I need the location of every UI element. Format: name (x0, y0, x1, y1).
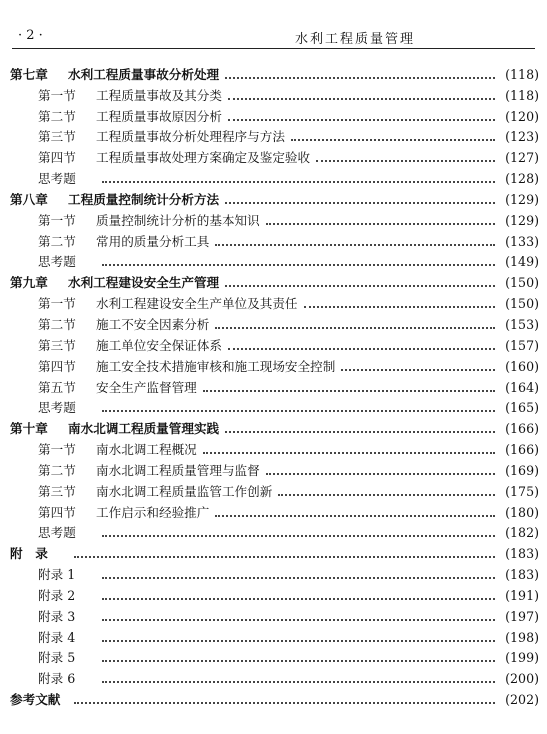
dot-leader (102, 263, 495, 266)
toc-page-number: (200) (505, 671, 539, 687)
toc-entry-row (10, 584, 539, 605)
toc-page-number: (175) (505, 483, 539, 499)
table-of-contents (10, 63, 539, 709)
toc-entry-number: 第三节 (38, 129, 76, 145)
dot-leader (228, 347, 495, 350)
toc-entry-title: 南水北调工程质量监管工作创新 (96, 483, 273, 499)
toc-page-number: (166) (505, 442, 539, 458)
toc-entry-row (10, 667, 539, 688)
toc-entry-row (10, 167, 539, 188)
dot-leader (304, 305, 496, 308)
toc-page-number: (165) (505, 400, 539, 416)
dot-leader (215, 243, 495, 246)
toc-entry-row (10, 313, 539, 334)
dot-leader (228, 118, 495, 121)
toc-page-number: (150) (505, 275, 539, 291)
dot-leader (266, 222, 495, 225)
toc-entry-number: 第一节 (38, 212, 76, 228)
toc-entry-title: 施工单位安全保证体系 (96, 337, 222, 353)
toc-page-number: (183) (505, 567, 539, 583)
toc-entry-title: 工作启示和经验推广 (96, 504, 210, 520)
dot-leader (316, 159, 495, 162)
toc-page-number: (128) (505, 171, 539, 187)
dot-leader (225, 430, 495, 433)
toc-page-number: (160) (505, 358, 539, 374)
toc-page-number: (118) (505, 87, 539, 103)
toc-entry-row (10, 605, 539, 626)
header-rule (12, 48, 535, 49)
dot-leader (102, 618, 495, 621)
toc-entry-number: 第一节 (38, 442, 76, 458)
toc-entry-number: 第二节 (38, 233, 76, 249)
toc-entry-row (10, 480, 539, 501)
toc-entry-title: 水利工程建设安全生产管理 (68, 275, 220, 291)
toc-chapter-row (10, 188, 539, 209)
toc-entry-number: 附录 6 (38, 671, 76, 687)
toc-entry-row (10, 376, 539, 397)
toc-entry-title: 水利工程质量事故分析处理 (68, 66, 220, 82)
dot-leader (291, 138, 495, 141)
toc-entry-title: 南水北调工程质量管理实践 (68, 421, 220, 437)
dot-leader (278, 493, 495, 496)
toc-entry-row (10, 105, 539, 126)
toc-page-number: (133) (505, 233, 539, 249)
toc-page-number: (153) (505, 316, 539, 332)
toc-chapter-row (10, 271, 539, 292)
toc-entry-row (10, 647, 539, 668)
toc-page-number: (164) (505, 379, 539, 395)
dot-leader (341, 368, 495, 371)
toc-entry-title: 工程质量事故处理方案确定及鉴定验收 (96, 150, 311, 166)
toc-entry-number: 思考题 (38, 254, 76, 270)
dot-leader (74, 555, 495, 558)
dot-leader (102, 180, 495, 183)
toc-entry-number: 第三节 (38, 337, 76, 353)
dot-leader (225, 76, 495, 79)
toc-chapter-row (10, 542, 539, 563)
toc-entry-row (10, 355, 539, 376)
toc-entry-row (10, 397, 539, 418)
dot-leader (74, 701, 495, 704)
toc-entry-number: 第九章 (10, 275, 48, 291)
toc-entry-row (10, 292, 539, 313)
dot-leader (203, 451, 495, 454)
toc-entry-number: 第二节 (38, 108, 76, 124)
dot-leader (225, 201, 495, 204)
dot-leader (102, 576, 495, 579)
toc-page-number: (150) (505, 296, 539, 312)
toc-entry-number: 第八章 (10, 191, 48, 207)
dot-leader (203, 389, 495, 392)
toc-entry-number: 附录 4 (38, 629, 76, 645)
toc-page-number: (169) (505, 462, 539, 478)
toc-page-number: (157) (505, 337, 539, 353)
toc-entry-title: 工程质量事故分析处理程序与方法 (96, 129, 285, 145)
toc-entry-row (10, 230, 539, 251)
toc-entry-row (10, 501, 539, 522)
toc-entry-title: 常用的质量分析工具 (96, 233, 210, 249)
dot-leader (228, 97, 495, 100)
toc-entry-number: 第四节 (38, 150, 76, 166)
toc-entry-number: 第五节 (38, 379, 76, 395)
toc-page-number: (129) (505, 191, 539, 207)
toc-page-number: (197) (505, 608, 539, 624)
toc-entry-number: 参考文献 (10, 692, 61, 708)
toc-entry-title: 施工安全技术措施审核和施工现场安全控制 (96, 358, 336, 374)
toc-entry-number: 附 录 (10, 546, 48, 562)
toc-entry-number: 第三节 (38, 483, 76, 499)
toc-entry-row (10, 563, 539, 584)
toc-entry-title: 南水北调工程质量管理与监督 (96, 462, 260, 478)
toc-entry-number: 附录 2 (38, 587, 76, 603)
toc-entry-number: 第七章 (10, 66, 48, 82)
toc-entry-row (10, 84, 539, 105)
toc-entry-title: 工程质量事故原因分析 (96, 108, 222, 124)
dot-leader (225, 284, 495, 287)
toc-entry-title: 安全生产监督管理 (96, 379, 197, 395)
toc-page-number: (118) (505, 66, 539, 82)
toc-page-number: (180) (505, 504, 539, 520)
dot-leader (102, 659, 495, 662)
toc-page-number: (191) (505, 587, 539, 603)
dot-leader (215, 514, 495, 517)
dot-leader (102, 680, 495, 683)
toc-page-number: (198) (505, 629, 539, 645)
toc-entry-title: 南水北调工程概况 (96, 442, 197, 458)
toc-entry-row (10, 126, 539, 147)
toc-entry-number: 附录 3 (38, 608, 76, 624)
toc-chapter-row (10, 417, 539, 438)
toc-entry-number: 附录 1 (38, 567, 76, 583)
toc-entry-number: 思考题 (38, 171, 76, 187)
toc-entry-row (10, 334, 539, 355)
toc-page-number: (127) (505, 150, 539, 166)
toc-entry-number: 第二节 (38, 462, 76, 478)
dot-leader (102, 409, 495, 412)
toc-page-number: (183) (505, 546, 539, 562)
toc-entry-row (10, 251, 539, 272)
toc-entry-number: 第一节 (38, 296, 76, 312)
dot-leader (266, 472, 495, 475)
toc-entry-number: 第一节 (38, 87, 76, 103)
toc-page-number: (202) (505, 692, 539, 708)
dot-leader (102, 639, 495, 642)
dot-leader (102, 597, 495, 600)
toc-entry-number: 思考题 (38, 525, 76, 541)
toc-entry-number: 第四节 (38, 504, 76, 520)
toc-entry-number: 附录 5 (38, 650, 76, 666)
toc-entry-row (10, 522, 539, 543)
toc-entry-row (10, 146, 539, 167)
toc-entry-number: 思考题 (38, 400, 76, 416)
running-title: 水利工程质量管理 (294, 32, 415, 47)
toc-chapter-row (10, 63, 539, 84)
toc-entry-number: 第四节 (38, 358, 76, 374)
page-header (12, 26, 535, 50)
toc-page-number: (120) (505, 108, 539, 124)
dot-leader (102, 534, 495, 537)
page-number: · 2 · (18, 28, 43, 43)
dot-leader (215, 326, 495, 329)
toc-entry-number: 第十章 (10, 421, 48, 437)
toc-entry-row (10, 626, 539, 647)
toc-page-number: (199) (505, 650, 539, 666)
toc-entry-title: 水利工程建设安全生产单位及其责任 (96, 296, 298, 312)
toc-entry-number: 第二节 (38, 316, 76, 332)
toc-page-number: (182) (505, 525, 539, 541)
toc-page-number: (123) (505, 129, 539, 145)
toc-entry-title: 施工不安全因素分析 (96, 316, 210, 332)
toc-page-number: (166) (505, 421, 539, 437)
toc-page-number: (149) (505, 254, 539, 270)
toc-entry-row (10, 459, 539, 480)
toc-entry-row (10, 209, 539, 230)
toc-entry-title: 工程质量事故及其分类 (96, 87, 222, 103)
toc-chapter-row (10, 688, 539, 709)
toc-page-number: (129) (505, 212, 539, 228)
toc-entry-title: 工程质量控制统计分析方法 (68, 191, 220, 207)
toc-entry-title: 质量控制统计分析的基本知识 (96, 212, 260, 228)
toc-entry-row (10, 438, 539, 459)
